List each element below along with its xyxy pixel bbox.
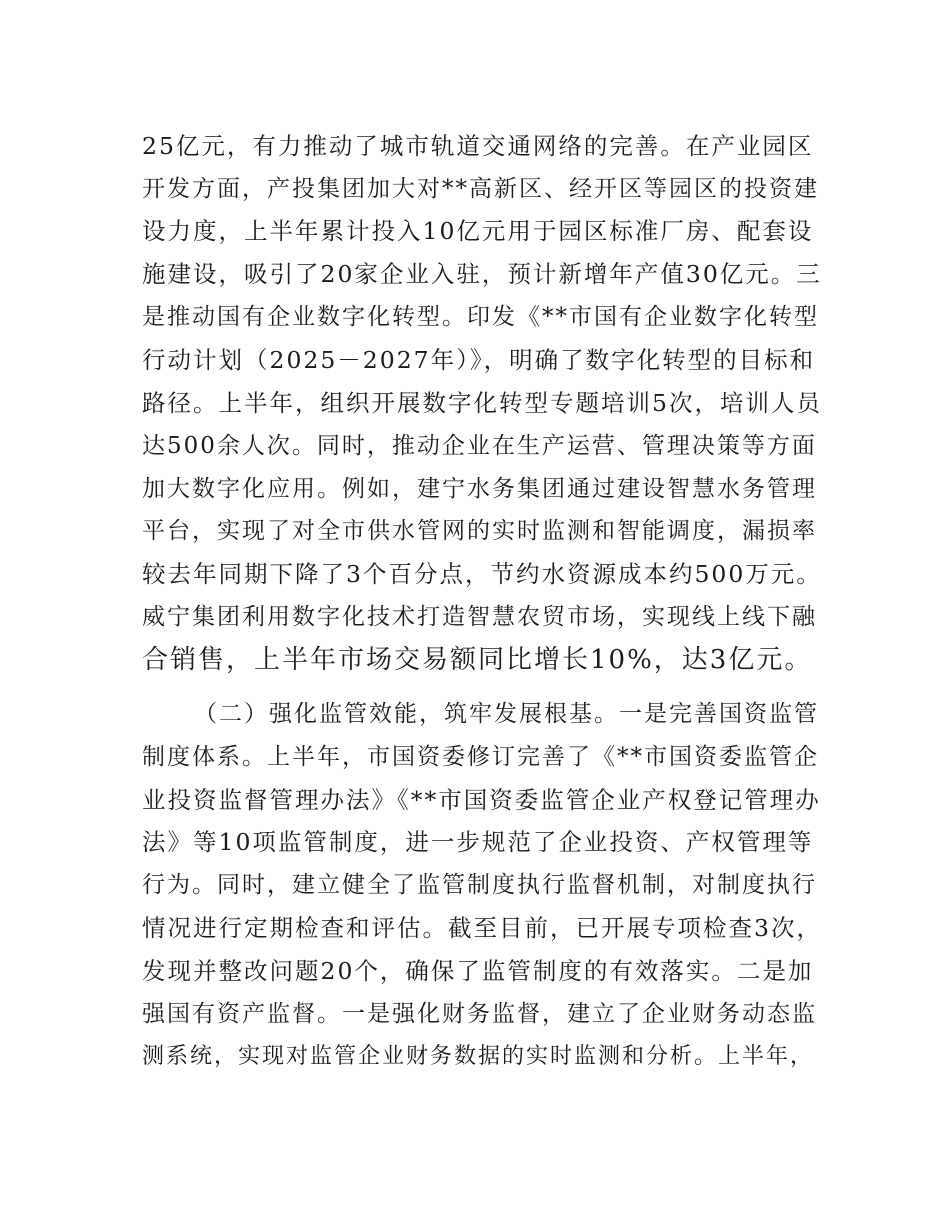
text-line: 达500余人次。同时，推动企业在生产运营、管理决策等方面 [142, 433, 817, 459]
text-line: 强国有资产监督。一是强化财务监督，建立了企业财务动态监 [142, 1001, 817, 1027]
text-line: 行动计划（2025－2027年）》，明确了数字化转型的目标和 [142, 346, 816, 374]
text-line: 开发方面，产投集团加大对**高新区、经开区等园区的投资建 [142, 176, 819, 202]
text-line: 法》等10项监管制度，进一步规范了企业投资、产权管理等 [142, 828, 814, 856]
text-line: 施建设，吸引了20家企业入驻，预计新增年产值30亿元。三 [142, 260, 822, 288]
text-line: 加大数字化应用。例如，建宁水务集团通过建设智慧水务管理 [142, 476, 817, 502]
text-line: 制度体系。上半年，市国资委修订完善了《**市国资委监管企 [142, 744, 819, 770]
text-line: 行为。同时，建立健全了监管制度执行监督机制，对制度执行 [142, 872, 817, 898]
text-line: 是推动国有企业数字化转型。印发《**市国有企业数字化转型 [142, 304, 819, 330]
text-line: （二）强化监管效能，筑牢发展根基。一是完善国资监管 [194, 701, 819, 727]
text-line: 设力度，上半年累计投入10亿元用于园区标准厂房、配套设 [142, 217, 814, 245]
text-line: 平台，实现了对全市供水管网的实时监测和智能调度，漏损率 [142, 518, 817, 544]
text-line: 合销售，上半年市场交易额同比增长10%，达3亿元。 [142, 645, 813, 675]
text-line: 业投资监督管理办法》《**市国资委监管企业产权登记管理办 [142, 786, 821, 814]
text-line: 威宁集团利用数字化技术打造智慧农贸市场，实现线上线下融 [142, 604, 817, 630]
text-line: 测系统，实现对监管企业财务数据的实时监测和分析。上半年， [142, 1044, 815, 1069]
text-line: 情况进行定期检查和评估。截至目前，已开展专项检查3次， [142, 914, 822, 942]
text-line: 较去年同期下降了3个百分点，节约水资源成本约500万元。 [142, 560, 822, 588]
text-line: 发现并整改问题20个，确保了监管制度的有效落实。二是加 [142, 957, 814, 985]
text-line: 路径。上半年，组织开展数字化转型专题培训5次，培训人员 [142, 389, 822, 417]
text-line: 25亿元，有力推动了城市轨道交通网络的完善。在产业园区 [142, 132, 814, 160]
